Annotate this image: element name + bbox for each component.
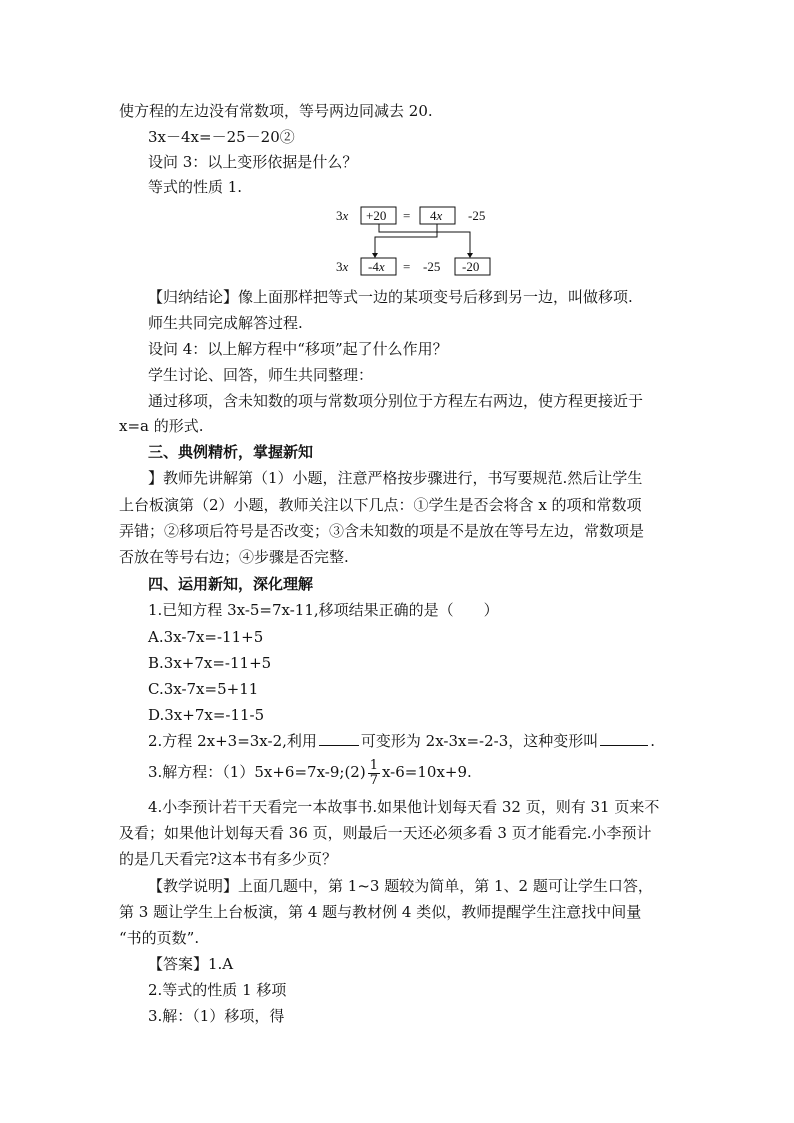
question-line: 设问 4：以上解方程中“移项”起了什么作用？ xyxy=(148,340,448,358)
section-heading: 三、典例精析，掌握新知 xyxy=(148,443,314,461)
diagram-equals: = xyxy=(403,259,411,274)
exercise-question: 2.方程 2x+3=3x-2,利用 可变形为 2x-3x=-2-3，这种变形叫 . xyxy=(148,732,656,750)
teaching-note: “书的页数”. xyxy=(119,929,200,947)
text-line: 师生共同完成解答过程. xyxy=(148,314,303,332)
exercise-question: 的是几天看完?这本书有多少页？ xyxy=(119,850,338,868)
fill-blank xyxy=(319,731,359,746)
exercise-question: 4.小李预计若干天看完一本故事书.如果他计划每天看 32 页，则有 31 页来不 xyxy=(148,798,660,816)
exercise-question: 1.已知方程 3x-5=7x-11,移项结果正确的是（ ） xyxy=(148,601,499,619)
diagram-box-text: 4x xyxy=(430,208,443,223)
diagram-term: -25 xyxy=(468,208,486,223)
text-line: 通过移项，含未知数的项与常数项分别位于方程左右两边，使方程更接近于 xyxy=(148,392,644,410)
text-line: 学生讨论、回答，师生共同整理： xyxy=(148,366,374,384)
teaching-note: 第 3 题让学生上台板演，第 4 题与教材例 4 类似，教师提醒学生注意找中间量 xyxy=(119,903,642,921)
diagram-box-text: +20 xyxy=(366,208,387,223)
answer-line: 等式的性质 1. xyxy=(148,178,243,196)
answer-line: 3.解：（1）移项，得 xyxy=(148,1007,285,1025)
conclusion-line: 【归纳结论】像上面那样把等式一边的某项变号后移到另一边，叫做移项. xyxy=(148,288,633,306)
arrow-head xyxy=(372,253,378,258)
question-line: 设问 3：以上变形依据是什么？ xyxy=(148,153,358,171)
text-line: 否放在等号右边；④步骤是否完整. xyxy=(119,548,349,566)
arrow-head xyxy=(467,253,473,258)
fraction: $\frac{1}{7}$ xyxy=(369,757,378,788)
option-c: C.3x-7x=5+11 xyxy=(148,680,259,698)
diagram-term: -25 xyxy=(423,259,441,274)
transposition-diagram xyxy=(328,200,508,280)
answer-line: 2.等式的性质 1 移项 xyxy=(148,981,287,999)
exercise-question: 3.解方程：（1）5x+6=7x-9;(2) $\frac{1}{7}$ x-6=10x+9. xyxy=(148,757,472,788)
section-heading: 四、运用新知，深化理解 xyxy=(148,575,314,593)
diagram-box-text: -4x xyxy=(368,259,385,274)
diagram-row1-lead: 3x xyxy=(336,208,349,223)
option-d: D.3x+7x=-11-5 xyxy=(148,706,265,724)
text-line: 使方程的左边没有常数项，等号两边同减去 20. xyxy=(119,102,433,120)
diagram-box-text: -20 xyxy=(462,259,480,274)
text-line: x=a 的形式. xyxy=(119,417,204,435)
fill-blank xyxy=(600,731,648,746)
exercise-question: 及看；如果他计划每天看 36 页，则最后一天还必须多看 3 页才能看完.小李预计 xyxy=(119,824,652,842)
arrow-line xyxy=(379,224,470,255)
diagram-row2-lead: 3x xyxy=(336,259,349,274)
arrow-line xyxy=(375,224,437,255)
teaching-note: 【教学说明】上面几题中，第 1~3 题较为简单，第 1、2 题可让学生口答， xyxy=(148,877,653,895)
text-line: 弄错；②移项后符号是否改变；③含未知数的项是不是放在等号左边，常数项是 xyxy=(119,522,645,540)
equation-line: 3x－4x=－25－20② xyxy=(148,128,295,146)
diagram-equals: = xyxy=(403,208,411,223)
option-a: A.3x-7x=-11+5 xyxy=(148,628,264,646)
text-line: 】教师先讲解第（1）小题，注意严格按步骤进行，书写要规范.然后让学生 xyxy=(148,469,643,487)
text-line: 上台板演第（2）小题，教师关注以下几点：①学生是否会将含 x 的项和常数项 xyxy=(119,496,642,514)
answer-line: 【答案】1.A xyxy=(148,955,234,973)
option-b: B.3x+7x=-11+5 xyxy=(148,654,272,672)
